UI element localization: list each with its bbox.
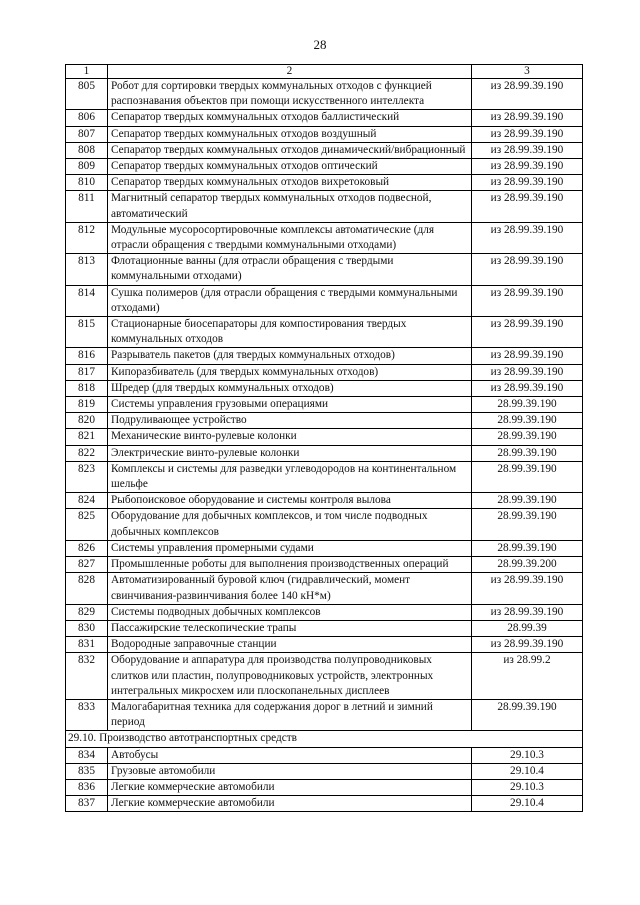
- table-row: [66, 317, 583, 348]
- row-number: 821: [66, 429, 108, 445]
- row-number: 830: [66, 620, 108, 636]
- row-code: из 28.99.39.190: [472, 604, 583, 620]
- table-row: [66, 380, 583, 396]
- table-row: [66, 254, 583, 285]
- row-number: 811: [66, 191, 108, 222]
- table-row: [66, 509, 583, 540]
- table-row: [66, 747, 583, 763]
- table-row: [66, 175, 583, 191]
- row-code: 28.99.39.190: [472, 445, 583, 461]
- row-code: из 28.99.39.190: [472, 254, 583, 285]
- column-header-number: 1: [66, 65, 108, 79]
- row-code: 29.10.3: [472, 779, 583, 795]
- row-code: из 28.99.39.190: [472, 348, 583, 364]
- table-row: [66, 397, 583, 413]
- row-name: Оборудование и аппаратура для производства полупроводниковых слитков или пластин, полупроводниковых устройств, электронных интегральных микросхем или плоскопанельных дисплеев: [108, 653, 472, 700]
- row-name: Магнитный сепаратор твердых коммунальных отходов подвесной, автоматический: [108, 191, 472, 222]
- section-title: 29.10. Производство автотранспортных средств: [66, 731, 583, 747]
- row-code: из 28.99.39.190: [472, 380, 583, 396]
- row-code: из 28.99.39.190: [472, 637, 583, 653]
- table-row: [66, 493, 583, 509]
- row-number: 807: [66, 126, 108, 142]
- row-number: 837: [66, 796, 108, 812]
- table-body: [66, 65, 583, 812]
- row-name: Сепаратор твердых коммунальных отходов воздушный: [108, 126, 472, 142]
- table-header-row: [66, 65, 583, 79]
- row-name: Системы управления промерными судами: [108, 540, 472, 556]
- row-name: Грузовые автомобили: [108, 763, 472, 779]
- table-row: [66, 126, 583, 142]
- row-code: 28.99.39.190: [472, 699, 583, 730]
- table-row: [66, 699, 583, 730]
- table-row: [66, 413, 583, 429]
- row-number: 820: [66, 413, 108, 429]
- row-number: 826: [66, 540, 108, 556]
- table-row: [66, 348, 583, 364]
- row-name: Электрические винто-рулевые колонки: [108, 445, 472, 461]
- table-row: [66, 779, 583, 795]
- table-row: [66, 604, 583, 620]
- row-number: 816: [66, 348, 108, 364]
- table-row: [66, 763, 583, 779]
- row-number: 814: [66, 285, 108, 316]
- row-name: Пассажирские телескопические трапы: [108, 620, 472, 636]
- row-name: Сепаратор твердых коммунальных отходов вихретоковый: [108, 175, 472, 191]
- row-code: 28.99.39.190: [472, 493, 583, 509]
- table-row: [66, 110, 583, 126]
- row-number: 831: [66, 637, 108, 653]
- row-code: 28.99.39.190: [472, 413, 583, 429]
- row-name: Флотационные ванны (для отрасли обращения с твердыми коммунальными отходами): [108, 254, 472, 285]
- row-name: Сепаратор твердых коммунальных отходов динамический/вибрационный: [108, 142, 472, 158]
- row-number: 833: [66, 699, 108, 730]
- row-name: Легкие коммерческие автомобили: [108, 779, 472, 795]
- page-number: 28: [313, 37, 327, 52]
- row-number: 817: [66, 364, 108, 380]
- row-code: из 28.99.39.190: [472, 573, 583, 604]
- table-row: [66, 540, 583, 556]
- row-name: Модульные мусоросортировочные комплексы автоматические (для отрасли обращения с твердыми коммунальными отходами): [108, 222, 472, 253]
- row-code: из 28.99.39.190: [472, 191, 583, 222]
- table-row: [66, 364, 583, 380]
- row-name: Шредер (для твердых коммунальных отходов): [108, 380, 472, 396]
- row-name: Промышленные роботы для выполнения производственных операций: [108, 557, 472, 573]
- row-code: из 28.99.39.190: [472, 126, 583, 142]
- row-number: 827: [66, 557, 108, 573]
- table-row: [66, 557, 583, 573]
- row-name: Разрыватель пакетов (для твердых коммунальных отходов): [108, 348, 472, 364]
- row-number: 818: [66, 380, 108, 396]
- row-code: из 28.99.39.190: [472, 79, 583, 110]
- row-number: 822: [66, 445, 108, 461]
- row-code: 29.10.3: [472, 747, 583, 763]
- row-name: Автобусы: [108, 747, 472, 763]
- row-name: Малогабаритная техника для содержания дорог в летний и зимний период: [108, 699, 472, 730]
- row-code: из 28.99.39.190: [472, 175, 583, 191]
- row-code: 28.99.39.190: [472, 461, 583, 492]
- table-row: [66, 222, 583, 253]
- row-code: из 28.99.39.190: [472, 317, 583, 348]
- row-name: Автоматизированный буровой ключ (гидравлический, момент свинчивания-развинчивания более 140 кН*м): [108, 573, 472, 604]
- table-row: [66, 429, 583, 445]
- table-row: [66, 142, 583, 158]
- row-code: из 28.99.2: [472, 653, 583, 700]
- table-row: [66, 445, 583, 461]
- column-header-code: 3: [472, 65, 583, 79]
- row-code: 28.99.39.190: [472, 429, 583, 445]
- table-row: [66, 191, 583, 222]
- row-name: Подруливающее устройство: [108, 413, 472, 429]
- row-name: Комплексы и системы для разведки углеводородов на континентальном шельфе: [108, 461, 472, 492]
- row-code: 28.99.39.190: [472, 540, 583, 556]
- row-code: 28.99.39.200: [472, 557, 583, 573]
- column-header-name: 2: [108, 65, 472, 79]
- row-code: 29.10.4: [472, 763, 583, 779]
- table-row: [66, 637, 583, 653]
- row-name: Сепаратор твердых коммунальных отходов баллистический: [108, 110, 472, 126]
- table-row: [66, 573, 583, 604]
- row-number: 815: [66, 317, 108, 348]
- products-table: [65, 64, 583, 812]
- row-number: 836: [66, 779, 108, 795]
- row-code: из 28.99.39.190: [472, 142, 583, 158]
- row-name: Водородные заправочные станции: [108, 637, 472, 653]
- row-number: 819: [66, 397, 108, 413]
- row-name: Стационарные биосепараторы для компостирования твердых коммунальных отходов: [108, 317, 472, 348]
- row-number: 828: [66, 573, 108, 604]
- row-name: Системы подводных добычных комплексов: [108, 604, 472, 620]
- row-number: 806: [66, 110, 108, 126]
- row-name: Рыбопоисковое оборудование и системы контроля вылова: [108, 493, 472, 509]
- table-row: [66, 159, 583, 175]
- row-code: из 28.99.39.190: [472, 285, 583, 316]
- row-name: Механические винто-рулевые колонки: [108, 429, 472, 445]
- row-name: Оборудование для добычных комплексов, и том числе подводных добычных комплексов: [108, 509, 472, 540]
- row-number: 825: [66, 509, 108, 540]
- table-row: [66, 796, 583, 812]
- row-code: из 28.99.39.190: [472, 222, 583, 253]
- row-number: 835: [66, 763, 108, 779]
- row-name: Легкие коммерческие автомобили: [108, 796, 472, 812]
- row-name: Сепаратор твердых коммунальных отходов оптический: [108, 159, 472, 175]
- table-row: [66, 79, 583, 110]
- row-name: Робот для сортировки твердых коммунальных отходов с функцией распознавания объектов при помощи искусственного интеллекта: [108, 79, 472, 110]
- row-code: 28.99.39.190: [472, 509, 583, 540]
- table-row: [66, 653, 583, 700]
- row-number: 834: [66, 747, 108, 763]
- row-name: Системы управления грузовыми операциями: [108, 397, 472, 413]
- table-row: [66, 620, 583, 636]
- row-number: 808: [66, 142, 108, 158]
- table-row: [66, 461, 583, 492]
- row-number: 809: [66, 159, 108, 175]
- row-number: 823: [66, 461, 108, 492]
- row-number: 832: [66, 653, 108, 700]
- row-name: Сушка полимеров (для отрасли обращения с твердыми коммунальными отходами): [108, 285, 472, 316]
- row-number: 813: [66, 254, 108, 285]
- row-number: 829: [66, 604, 108, 620]
- row-code: из 28.99.39.190: [472, 364, 583, 380]
- row-code: 29.10.4: [472, 796, 583, 812]
- row-code: из 28.99.39.190: [472, 159, 583, 175]
- row-number: 812: [66, 222, 108, 253]
- row-number: 810: [66, 175, 108, 191]
- row-name: Кипоразбиватель (для твердых коммунальных отходов): [108, 364, 472, 380]
- row-code: 28.99.39.190: [472, 397, 583, 413]
- row-code: из 28.99.39.190: [472, 110, 583, 126]
- row-number: 805: [66, 79, 108, 110]
- row-code: 28.99.39: [472, 620, 583, 636]
- table-row: [66, 285, 583, 316]
- section-row: [66, 731, 583, 747]
- row-number: 824: [66, 493, 108, 509]
